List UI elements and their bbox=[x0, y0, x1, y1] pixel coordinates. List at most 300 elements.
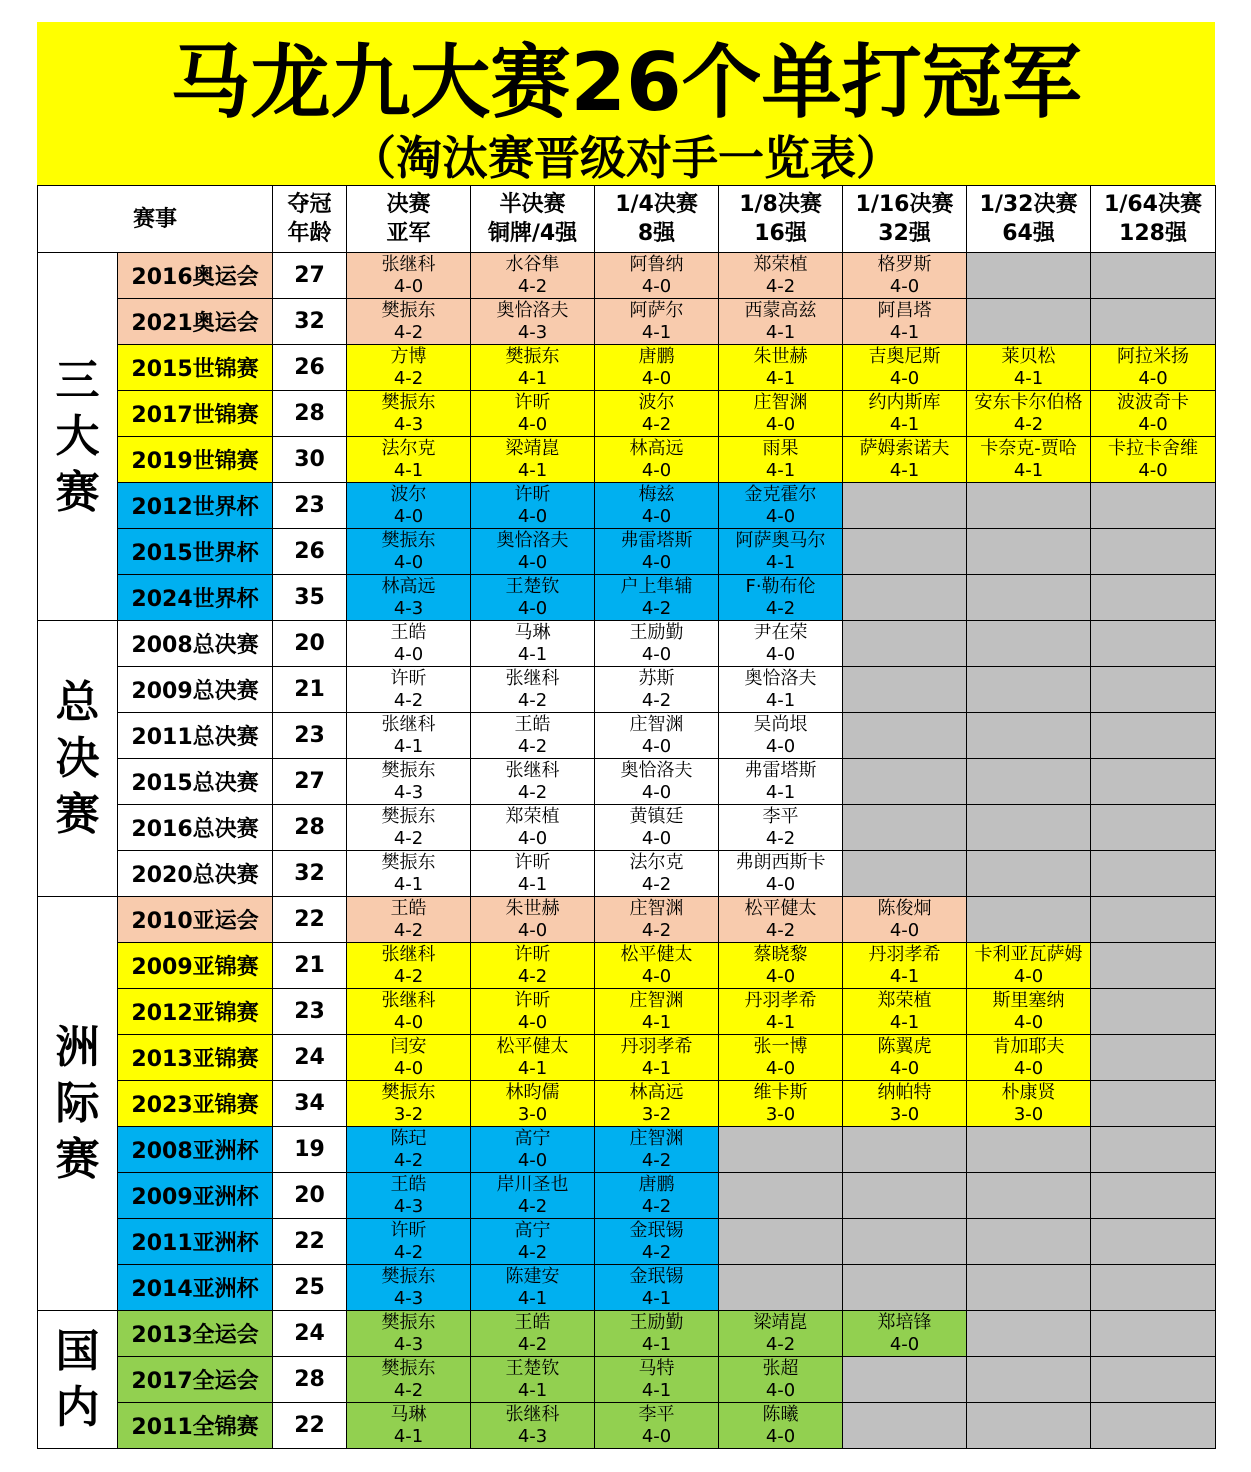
opponent-name: 高宁 bbox=[514, 1219, 551, 1241]
match-score: 4-1 bbox=[889, 321, 920, 343]
match-score: 4-2 bbox=[517, 1195, 548, 1217]
match-score: 4-1 bbox=[765, 321, 796, 343]
header-quarterfinal: 1/4决赛 8强 bbox=[595, 186, 719, 253]
match-score: 3-0 bbox=[765, 1103, 796, 1125]
header-round-of-16: 1/8决赛 16强 bbox=[719, 186, 843, 253]
table-row bbox=[38, 851, 1216, 897]
opponent-name: 王楚钦 bbox=[505, 575, 560, 597]
opponent-cell bbox=[843, 391, 967, 437]
empty-cell bbox=[1091, 805, 1216, 851]
opponent-name: 萨姆索诺夫 bbox=[859, 437, 950, 459]
empty-cell bbox=[843, 621, 967, 667]
opponent-cell bbox=[967, 391, 1091, 437]
event-name: 2015总决赛 bbox=[118, 759, 273, 805]
match-score: 4-2 bbox=[517, 781, 548, 803]
match-score: 4-1 bbox=[765, 1011, 796, 1033]
event-name: 2011全锦赛 bbox=[118, 1403, 273, 1449]
opponent-cell bbox=[595, 483, 719, 529]
opponent-cell bbox=[471, 253, 595, 299]
match-score: 4-0 bbox=[889, 275, 920, 297]
header-round-of-32: 1/16决赛 32强 bbox=[843, 186, 967, 253]
opponent-cell bbox=[843, 989, 967, 1035]
opponent-cell bbox=[595, 805, 719, 851]
match-score: 4-1 bbox=[517, 643, 548, 665]
empty-cell bbox=[967, 805, 1091, 851]
opponent-name: 肯加耶夫 bbox=[992, 1035, 1065, 1057]
opponent-cell bbox=[471, 621, 595, 667]
empty-cell bbox=[1091, 1127, 1216, 1173]
opponent-name: 波波奇卡 bbox=[1117, 391, 1190, 413]
empty-cell bbox=[843, 1173, 967, 1219]
match-score: 4-1 bbox=[765, 459, 796, 481]
match-score: 4-3 bbox=[393, 1195, 424, 1217]
empty-cell bbox=[843, 1219, 967, 1265]
match-score: 4-1 bbox=[393, 1425, 424, 1447]
empty-cell bbox=[843, 483, 967, 529]
empty-cell bbox=[967, 1311, 1091, 1357]
event-name: 2015世界杯 bbox=[118, 529, 273, 575]
opponent-cell bbox=[719, 805, 843, 851]
event-name: 2017世锦赛 bbox=[118, 391, 273, 437]
match-score: 4-0 bbox=[641, 505, 672, 527]
opponent-name: 张继科 bbox=[381, 713, 436, 735]
match-score: 4-3 bbox=[393, 597, 424, 619]
opponent-name: 金珉锡 bbox=[629, 1265, 684, 1287]
event-name: 2014亚洲杯 bbox=[118, 1265, 273, 1311]
match-score: 4-1 bbox=[517, 1287, 548, 1309]
opponent-name: 尹在荣 bbox=[753, 621, 808, 643]
match-score: 4-2 bbox=[393, 689, 424, 711]
match-score: 4-3 bbox=[517, 1425, 548, 1447]
match-score: 4-1 bbox=[641, 321, 672, 343]
opponent-cell bbox=[595, 1173, 719, 1219]
empty-cell bbox=[719, 1265, 843, 1311]
opponent-cell bbox=[347, 989, 471, 1035]
category-cell bbox=[38, 253, 118, 621]
table-row bbox=[38, 1311, 1216, 1357]
table-row bbox=[38, 943, 1216, 989]
champion-age: 21 bbox=[273, 667, 347, 713]
empty-cell bbox=[843, 1403, 967, 1449]
opponent-cell bbox=[347, 897, 471, 943]
header-row bbox=[38, 186, 1216, 253]
empty-cell bbox=[967, 253, 1091, 299]
opponent-name: 许昕 bbox=[514, 943, 551, 965]
match-score: 4-0 bbox=[641, 275, 672, 297]
match-score: 4-0 bbox=[765, 505, 796, 527]
opponent-cell bbox=[967, 1081, 1091, 1127]
champion-age: 32 bbox=[273, 851, 347, 897]
match-score: 4-0 bbox=[517, 551, 548, 573]
match-score: 4-0 bbox=[393, 275, 424, 297]
opponent-name: 庄智渊 bbox=[629, 989, 684, 1011]
opponent-name: 岸川圣也 bbox=[496, 1173, 569, 1195]
opponent-cell bbox=[471, 1127, 595, 1173]
match-score: 4-0 bbox=[889, 1057, 920, 1079]
opponent-cell bbox=[1091, 345, 1216, 391]
opponent-cell bbox=[471, 1035, 595, 1081]
empty-cell bbox=[1091, 529, 1216, 575]
opponent-cell bbox=[595, 299, 719, 345]
opponent-name: 樊振东 bbox=[505, 345, 560, 367]
opponent-name: 闫安 bbox=[390, 1035, 427, 1057]
champion-age: 19 bbox=[273, 1127, 347, 1173]
match-score: 4-2 bbox=[641, 597, 672, 619]
empty-cell bbox=[967, 529, 1091, 575]
empty-cell bbox=[967, 897, 1091, 943]
match-score: 4-0 bbox=[765, 1425, 796, 1447]
opponent-name: 李平 bbox=[638, 1403, 675, 1425]
match-score: 4-0 bbox=[1138, 413, 1168, 435]
opponent-cell bbox=[719, 483, 843, 529]
champion-age: 23 bbox=[273, 483, 347, 529]
match-score: 4-2 bbox=[517, 689, 548, 711]
opponent-cell bbox=[347, 575, 471, 621]
empty-cell bbox=[1091, 1311, 1216, 1357]
empty-cell bbox=[1091, 1173, 1216, 1219]
title-banner bbox=[37, 22, 1215, 185]
empty-cell bbox=[1091, 1403, 1216, 1449]
event-name: 2008亚洲杯 bbox=[118, 1127, 273, 1173]
event-name: 2009总决赛 bbox=[118, 667, 273, 713]
opponent-name: 林高远 bbox=[381, 575, 436, 597]
opponent-cell bbox=[843, 437, 967, 483]
opponent-name: 马特 bbox=[638, 1357, 675, 1379]
match-score: 4-0 bbox=[1138, 367, 1168, 389]
empty-cell bbox=[843, 575, 967, 621]
event-name: 2016奥运会 bbox=[118, 253, 273, 299]
opponent-name: 陈俊炯 bbox=[877, 897, 932, 919]
match-score: 4-0 bbox=[641, 781, 672, 803]
match-score: 4-0 bbox=[641, 551, 672, 573]
empty-cell bbox=[1091, 1035, 1216, 1081]
opponent-name: 波尔 bbox=[390, 483, 427, 505]
empty-cell bbox=[967, 575, 1091, 621]
opponent-name: 王皓 bbox=[390, 621, 427, 643]
opponent-name: 丹羽孝希 bbox=[744, 989, 817, 1011]
opponent-name: 郑荣植 bbox=[877, 989, 932, 1011]
table-row bbox=[38, 1357, 1216, 1403]
opponent-name: 王皓 bbox=[514, 713, 551, 735]
opponent-name: 许昕 bbox=[514, 391, 551, 413]
match-score: 4-2 bbox=[765, 919, 796, 941]
opponent-name: 唐鹏 bbox=[638, 345, 675, 367]
opponent-cell bbox=[719, 299, 843, 345]
match-score: 4-2 bbox=[765, 827, 796, 849]
event-name: 2009亚洲杯 bbox=[118, 1173, 273, 1219]
champion-age: 22 bbox=[273, 1403, 347, 1449]
opponent-cell bbox=[967, 345, 1091, 391]
opponent-name: 梁靖崑 bbox=[753, 1311, 808, 1333]
match-score: 4-0 bbox=[517, 1149, 548, 1171]
opponent-cell bbox=[967, 989, 1091, 1035]
event-name: 2013全运会 bbox=[118, 1311, 273, 1357]
empty-cell bbox=[1091, 989, 1216, 1035]
opponent-name: 法尔克 bbox=[629, 851, 684, 873]
match-score: 4-0 bbox=[889, 1333, 920, 1355]
opponent-cell bbox=[719, 1311, 843, 1357]
opponent-name: F·勒布伦 bbox=[745, 575, 816, 597]
opponent-name: 莱贝松 bbox=[1001, 345, 1056, 367]
opponent-cell bbox=[719, 575, 843, 621]
match-score: 4-0 bbox=[517, 827, 548, 849]
match-score: 4-1 bbox=[517, 873, 548, 895]
champion-age: 35 bbox=[273, 575, 347, 621]
match-score: 4-0 bbox=[1138, 459, 1168, 481]
empty-cell bbox=[843, 667, 967, 713]
opponent-name: 法尔克 bbox=[381, 437, 436, 459]
opponent-name: 松平健太 bbox=[496, 1035, 569, 1057]
opponent-name: 方博 bbox=[390, 345, 427, 367]
opponent-cell bbox=[471, 1311, 595, 1357]
match-score: 4-0 bbox=[765, 643, 796, 665]
opponent-cell bbox=[347, 621, 471, 667]
match-score: 4-2 bbox=[1013, 413, 1044, 435]
empty-cell bbox=[1091, 897, 1216, 943]
category-label: 国 内 bbox=[55, 1325, 100, 1433]
match-score: 4-0 bbox=[393, 643, 424, 665]
opponent-name: 林高远 bbox=[629, 437, 684, 459]
match-score: 4-2 bbox=[641, 689, 672, 711]
opponent-name: 梅兹 bbox=[638, 483, 675, 505]
match-score: 4-2 bbox=[393, 827, 424, 849]
empty-cell bbox=[967, 1403, 1091, 1449]
empty-cell bbox=[967, 1219, 1091, 1265]
opponent-cell bbox=[843, 943, 967, 989]
opponent-cell bbox=[347, 1081, 471, 1127]
match-score: 4-1 bbox=[641, 1057, 672, 1079]
match-score: 4-1 bbox=[641, 1333, 672, 1355]
match-score: 4-0 bbox=[765, 1057, 796, 1079]
opponent-name: 朴康贤 bbox=[1001, 1081, 1056, 1103]
opponent-name: 松平健太 bbox=[620, 943, 693, 965]
champion-age: 24 bbox=[273, 1311, 347, 1357]
empty-cell bbox=[967, 299, 1091, 345]
opponent-name: 维卡斯 bbox=[753, 1081, 808, 1103]
event-name: 2010亚运会 bbox=[118, 897, 273, 943]
opponent-cell bbox=[719, 437, 843, 483]
opponent-cell bbox=[471, 529, 595, 575]
opponent-cell bbox=[595, 1403, 719, 1449]
champion-age: 28 bbox=[273, 391, 347, 437]
opponent-name: 朱世赫 bbox=[753, 345, 808, 367]
empty-cell bbox=[967, 1173, 1091, 1219]
event-name: 2020总决赛 bbox=[118, 851, 273, 897]
opponent-name: 弗朗西斯卡 bbox=[735, 851, 826, 873]
match-score: 4-1 bbox=[393, 735, 424, 757]
opponent-cell bbox=[595, 391, 719, 437]
empty-cell bbox=[1091, 851, 1216, 897]
opponent-cell bbox=[471, 713, 595, 759]
opponent-cell bbox=[719, 897, 843, 943]
opponent-cell bbox=[347, 667, 471, 713]
opponent-cell bbox=[719, 851, 843, 897]
opponent-name: 樊振东 bbox=[381, 1311, 436, 1333]
opponent-cell bbox=[967, 943, 1091, 989]
opponent-name: 郑培锋 bbox=[877, 1311, 932, 1333]
empty-cell bbox=[843, 805, 967, 851]
match-score: 4-2 bbox=[393, 965, 424, 987]
champion-age: 27 bbox=[273, 759, 347, 805]
empty-cell bbox=[1091, 575, 1216, 621]
opponent-cell bbox=[719, 667, 843, 713]
match-score: 4-0 bbox=[889, 367, 920, 389]
opponent-cell bbox=[471, 1219, 595, 1265]
match-score: 3-2 bbox=[641, 1103, 672, 1125]
opponent-name: 斯里塞纳 bbox=[992, 989, 1065, 1011]
opponent-name: 张继科 bbox=[505, 667, 560, 689]
match-score: 4-1 bbox=[641, 1379, 672, 1401]
match-score: 4-3 bbox=[393, 781, 424, 803]
opponent-name: 张继科 bbox=[381, 253, 436, 275]
match-score: 4-0 bbox=[765, 873, 796, 895]
opponent-cell bbox=[719, 253, 843, 299]
opponent-name: 高宁 bbox=[514, 1127, 551, 1149]
empty-cell bbox=[1091, 299, 1216, 345]
opponent-cell bbox=[471, 851, 595, 897]
opponent-cell bbox=[347, 1265, 471, 1311]
category-label: 总 决 赛 bbox=[55, 676, 100, 840]
empty-cell bbox=[843, 529, 967, 575]
opponent-name: 王皓 bbox=[390, 897, 427, 919]
opponent-cell bbox=[843, 1081, 967, 1127]
empty-cell bbox=[1091, 1081, 1216, 1127]
opponent-cell bbox=[595, 345, 719, 391]
opponent-name: 张继科 bbox=[381, 989, 436, 1011]
opponent-name: 郑荣植 bbox=[753, 253, 808, 275]
opponent-name: 水谷隼 bbox=[505, 253, 560, 275]
opponent-name: 庄智渊 bbox=[629, 1127, 684, 1149]
opponent-cell bbox=[347, 805, 471, 851]
opponent-cell bbox=[471, 391, 595, 437]
opponent-cell bbox=[843, 1311, 967, 1357]
table-row bbox=[38, 1127, 1216, 1173]
opponent-cell bbox=[719, 345, 843, 391]
match-score: 4-1 bbox=[765, 551, 796, 573]
opponent-name: 张继科 bbox=[505, 1403, 560, 1425]
opponent-name: 弗雷塔斯 bbox=[744, 759, 817, 781]
table-row bbox=[38, 1219, 1216, 1265]
opponent-name: 奥恰洛夫 bbox=[496, 299, 569, 321]
match-score: 4-1 bbox=[889, 1011, 920, 1033]
opponent-cell bbox=[719, 1035, 843, 1081]
empty-cell bbox=[967, 667, 1091, 713]
champion-age: 27 bbox=[273, 253, 347, 299]
opponent-name: 许昕 bbox=[514, 851, 551, 873]
opponent-cell bbox=[595, 897, 719, 943]
champion-age: 26 bbox=[273, 529, 347, 575]
event-name: 2013亚锦赛 bbox=[118, 1035, 273, 1081]
opponent-cell bbox=[595, 851, 719, 897]
table-row bbox=[38, 1265, 1216, 1311]
category-cell bbox=[38, 1311, 118, 1449]
table-row bbox=[38, 529, 1216, 575]
match-score: 4-3 bbox=[517, 321, 548, 343]
champion-age: 20 bbox=[273, 1173, 347, 1219]
opponent-name: 张继科 bbox=[505, 759, 560, 781]
opponent-name: 许昕 bbox=[514, 989, 551, 1011]
match-score: 4-2 bbox=[641, 919, 672, 941]
match-score: 4-3 bbox=[393, 1333, 424, 1355]
opponent-name: 张一博 bbox=[753, 1035, 808, 1057]
match-score: 4-0 bbox=[1013, 1057, 1044, 1079]
opponent-cell bbox=[347, 1035, 471, 1081]
opponent-cell bbox=[719, 391, 843, 437]
opponent-name: 梁靖崑 bbox=[505, 437, 560, 459]
opponent-cell bbox=[347, 483, 471, 529]
match-score: 4-0 bbox=[641, 459, 672, 481]
opponent-name: 奥恰洛夫 bbox=[620, 759, 693, 781]
opponent-name: 李平 bbox=[762, 805, 799, 827]
opponent-cell bbox=[595, 621, 719, 667]
empty-cell bbox=[719, 1173, 843, 1219]
category-cell bbox=[38, 621, 118, 897]
opponent-cell bbox=[347, 529, 471, 575]
match-score: 4-2 bbox=[641, 413, 672, 435]
match-score: 4-0 bbox=[765, 1379, 796, 1401]
match-score: 4-0 bbox=[765, 735, 796, 757]
champion-age: 30 bbox=[273, 437, 347, 483]
empty-cell bbox=[967, 1357, 1091, 1403]
match-score: 3-0 bbox=[517, 1103, 548, 1125]
match-score: 4-2 bbox=[765, 597, 796, 619]
match-score: 4-2 bbox=[517, 965, 548, 987]
match-score: 4-0 bbox=[765, 965, 796, 987]
opponent-cell bbox=[471, 1081, 595, 1127]
opponent-cell bbox=[471, 943, 595, 989]
table-row bbox=[38, 483, 1216, 529]
match-score: 4-3 bbox=[393, 1287, 424, 1309]
match-score: 4-1 bbox=[889, 459, 920, 481]
opponent-name: 奥恰洛夫 bbox=[744, 667, 817, 689]
opponent-cell bbox=[471, 345, 595, 391]
table-row bbox=[38, 1403, 1216, 1449]
champions-table bbox=[37, 185, 1216, 1449]
opponent-cell bbox=[347, 1173, 471, 1219]
table-row bbox=[38, 667, 1216, 713]
champion-age: 24 bbox=[273, 1035, 347, 1081]
match-score: 4-2 bbox=[517, 275, 548, 297]
event-name: 2012世界杯 bbox=[118, 483, 273, 529]
champion-age: 32 bbox=[273, 299, 347, 345]
opponent-name: 丹羽孝希 bbox=[868, 943, 941, 965]
champion-age: 23 bbox=[273, 989, 347, 1035]
empty-cell bbox=[719, 1127, 843, 1173]
opponent-cell bbox=[347, 299, 471, 345]
table-row bbox=[38, 253, 1216, 299]
match-score: 4-0 bbox=[393, 1011, 424, 1033]
opponent-name: 黄镇廷 bbox=[629, 805, 684, 827]
opponent-name: 陈玘 bbox=[390, 1127, 427, 1149]
category-cell bbox=[38, 897, 118, 1311]
match-score: 4-1 bbox=[765, 689, 796, 711]
match-score: 4-2 bbox=[641, 873, 672, 895]
opponent-cell bbox=[347, 1403, 471, 1449]
page-subtitle: （淘汰赛晋级对手一览表） bbox=[350, 131, 902, 185]
champion-age: 26 bbox=[273, 345, 347, 391]
champion-age: 28 bbox=[273, 1357, 347, 1403]
champion-age: 21 bbox=[273, 943, 347, 989]
opponent-cell bbox=[595, 943, 719, 989]
opponent-cell bbox=[471, 1357, 595, 1403]
opponent-cell bbox=[595, 667, 719, 713]
opponent-name: 许昕 bbox=[390, 667, 427, 689]
match-score: 4-2 bbox=[517, 1333, 548, 1355]
match-score: 4-2 bbox=[641, 1241, 672, 1263]
match-score: 4-1 bbox=[393, 459, 424, 481]
opponent-cell bbox=[719, 943, 843, 989]
header-semifinal: 半决赛 铜牌/4强 bbox=[471, 186, 595, 253]
